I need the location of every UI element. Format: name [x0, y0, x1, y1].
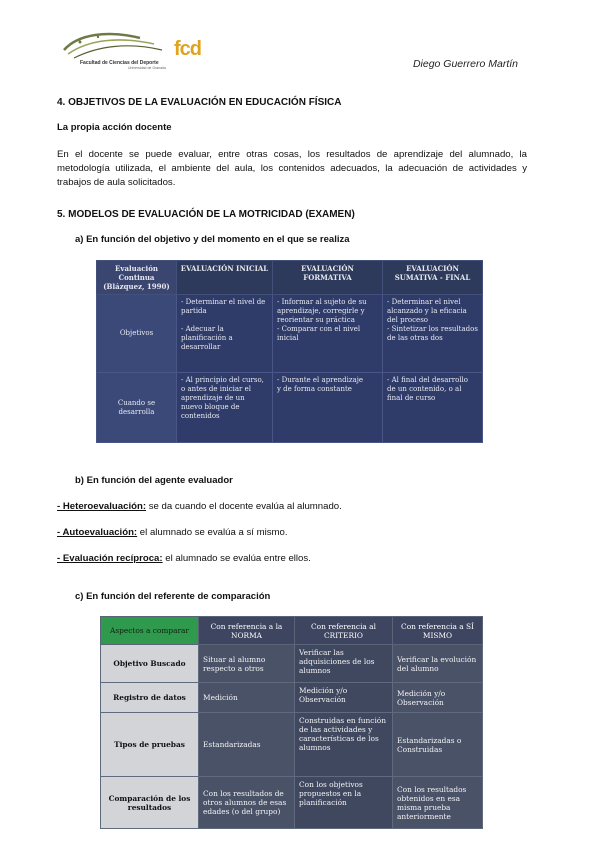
subsection-b-title: b) En función del agente evaluador: [75, 475, 233, 486]
row-label: Registro de datos: [101, 683, 199, 713]
table-cell: Medición y/o Observación: [295, 683, 393, 713]
table-header: EVALUACIÓN FORMATIVA: [273, 261, 383, 295]
table-header: Evaluación Continua (Blázquez, 1990): [97, 261, 177, 295]
table-header: EVALUACIÓN SUMATIVA - FINAL: [383, 261, 483, 295]
table-header: Aspectos a comparar: [101, 617, 199, 645]
row-label: Comparación de los resultados: [101, 777, 199, 829]
table-cell: Estandarizadas: [199, 713, 295, 777]
table-cell: - Informar al sujeto de su aprendizaje, corregirle y reorientar su práctica - Comparar con el nivel inicial: [273, 295, 383, 373]
row-label: Cuando se desarrolla: [97, 373, 177, 443]
table-cell: Estandarizadas o Construidas: [393, 713, 483, 777]
section4-paragraph: En el docente se puede evaluar, entre otras cosas, los resultados de aprendizaje del alumnado, la metodología utilizada, el ambiente del aula, los contenidos adecuados, la adecuación de actividades y trabajos de aula solicitados.: [57, 149, 527, 188]
logo-caption-sub: Universidad de Granada: [128, 66, 166, 70]
definition-term: - Evaluación recíproca:: [57, 553, 163, 564]
table-cell: - Determinar el nivel de partida - Adecuar la planificación a desarrollar: [177, 295, 273, 373]
logo-caption: Facultad de Ciencias del Deporte: [80, 60, 159, 66]
definition-text: se da cuando el docente evalúa al alumnado.: [146, 501, 342, 512]
table-row: [97, 295, 483, 373]
table-cell: Con los resultados obtenidos en esa misma prueba anteriormente: [393, 777, 483, 829]
row-label: Objetivos: [97, 295, 177, 373]
comparison-reference-table: [100, 616, 483, 829]
table-cell: Con los objetivos propuestos en la planificación: [295, 777, 393, 829]
subsection-a-title: a) En función del objetivo y del momento en el que se realiza: [75, 234, 350, 245]
author-name: Diego Guerrero Martín: [412, 58, 518, 70]
table-cell: Medición: [199, 683, 295, 713]
table-cell: Medición y/o Observación: [393, 683, 483, 713]
section4-subtitle: La propia acción docente: [57, 122, 172, 133]
table-row: [101, 683, 483, 713]
table-header: Con referencia al CRITERIO: [295, 617, 393, 645]
subsection-c-title: c) En función del referente de comparación: [75, 591, 271, 602]
section5-title: 5. MODELOS DE EVALUACIÓN DE LA MOTRICIDAD (EXAMEN): [57, 209, 355, 220]
logo-wordmark: fcd: [174, 38, 201, 60]
table-cell: Verificar la evolución del alumno: [393, 645, 483, 683]
faculty-logo: [58, 28, 228, 72]
table-cell: Verificar las adquisiciones de los alumnos: [295, 645, 393, 683]
table-row: [101, 645, 483, 683]
definition-heteroevaluacion: [57, 501, 342, 512]
table-cell: - Al principio del curso, o antes de iniciar el aprendizaje de un nuevo bloque de contenidos: [177, 373, 273, 443]
definition-term: - Autoevaluación:: [57, 527, 138, 538]
section4-title: 4. OBJETIVOS DE LA EVALUACIÓN EN EDUCACIÓN FÍSICA: [57, 97, 342, 108]
table-row: [97, 373, 483, 443]
table-header: EVALUACIÓN INICIAL: [177, 261, 273, 295]
table-cell: - Al final del desarrollo de un contenido, o al final de curso: [383, 373, 483, 443]
definition-text: el alumnado se evalúa entre ellos.: [162, 553, 311, 564]
table-cell: Con los resultados de otros alumnos de esas edades (o del grupo): [199, 777, 295, 829]
table-cell: Situar al alumno respecto a otros: [199, 645, 295, 683]
row-label: Objetivo Buscado: [101, 645, 199, 683]
table-cell: Construidas en función de las actividades y características de los alumnos: [295, 713, 393, 777]
definition-evaluacion-reciproca: [57, 553, 311, 564]
table-row: [101, 713, 483, 777]
evaluation-timing-table: [96, 260, 483, 443]
table-header: Con referencia a la NORMA: [199, 617, 295, 645]
definition-autoevaluacion: [57, 527, 288, 538]
definition-term: - Heteroevaluación:: [57, 501, 147, 512]
table-header: Con referencia a SÍ MISMO: [393, 617, 483, 645]
logo-swoosh-graphic: [58, 28, 168, 62]
table-row: [101, 777, 483, 829]
table-cell: - Determinar el nivel alcanzado y la eficacia del proceso - Sintetizar los resultados de las otras dos: [383, 295, 483, 373]
table-cell: - Durante el aprendizaje y de forma constante: [273, 373, 383, 443]
row-label: Tipos de pruebas: [101, 713, 199, 777]
definition-text: el alumnado se evalúa a sí mismo.: [137, 527, 288, 538]
